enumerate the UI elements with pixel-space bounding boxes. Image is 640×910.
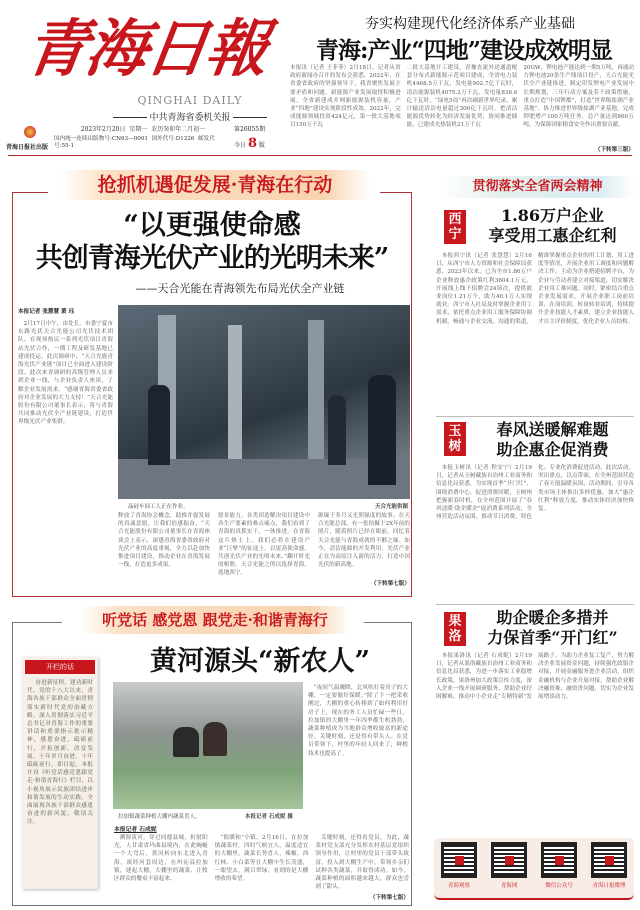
masthead-rule (8, 155, 632, 156)
top-story-col: 本报讯（记者 王菲菲）2月18日，记者从省政府新闻办召开的发布会获悉，2022年，在省委省政府的坚强领导下，我省聚焦发展主要矛盾和问题，新能源产业发展取得积极进展，全省新建成并网新能源装机容量，产业“四地”建设实现阶段性成效。2022年，完成能源领域投资424亿元，第一批大基地项目150万千瓦 (290, 65, 401, 129)
feature2-top-rule-left (12, 622, 62, 623)
feature1-byline: 本报记者 张慧慧 萧 珏 (18, 309, 75, 315)
top-story-col: 二批大基地开工建设，青豫直流外送通道配套分布式新能源示范项目建成，全省电力装机4468.5万千瓦，发电量902.7亿千瓦时，清洁能源装机4075.2万千瓦，发电量836.6亿千瓦时，“绿电5周”再次刷新世界纪录，累计输送清洁电量超过300亿千瓦时。把清洁能源优势转化为经济发展优势，协同推进储能，已建成光热装机21万千瓦 (406, 65, 518, 129)
feature2-col: 关键时刻，还得看党员。为此，蔬菜村党支部充分发挥农村基层党组织领导作用，让村里的党员干部带头致富，投入到大棚生产中，带领乡亲们试种各类蔬菜，并取得成功。如今，蔬菜种植的面积越来越大，群众也尝到了甜头。 (315, 835, 410, 891)
continued-note[interactable]: （下转第三版） (594, 147, 635, 153)
feature2-top-rule-right (364, 622, 412, 623)
divider (436, 416, 634, 417)
publisher-logo-icon (24, 126, 36, 138)
story-headline-3b[interactable]: 力保首季“开门红” (487, 628, 618, 647)
top-story-body (290, 64, 634, 154)
masthead-logo: 青海日報 (20, 12, 272, 85)
intro-sidebar (22, 657, 98, 889)
feature2-photo (113, 682, 303, 809)
qr-item[interactable] (591, 842, 627, 898)
feature2-side-text: “夜间气温骤降，北风吹打着房子的大棚，一定要做好保暖。”除了下一把采收刚过，大棚的重心转移到了如何利用好房子上，现在的务工人员忙碌一些日。拉加镇的大棚里一年四季都生机勃勃，蔬菜种植成为当地群众增收致富的新途径。关键时刻，还是得有带头人。在党员带领下，村里的年轻人回来了，种植技术也提高了。 (308, 685, 408, 757)
feature2-col: “很暖和”小镇。2月16日，在拉加镇蔬菜村，四时气候宜人，温度适宜的大棚里，蔬菜长势喜人，辣椒、西红柿、小白菜等在大棚中生长茂盛，一眼望去，满目翠绿，看到的是大棚增收的希望。 (214, 835, 309, 883)
right-banner: 贯彻落实全省两会精神 (440, 176, 635, 198)
story-body-xining: 本报西宁讯（记者 张慧慧）2月16日，从西宁市人力资源和社会保障局获悉，2023年以来，已为全市1.86万户企业释放惠企政策红利3604.1万元，开展线上线下招聘会24场次，提供就业岗位1.21万个，助力40.1万人实现就业。西宁市人社局及时掌握企业用工需求，依托重点企业用工服务保障协调机制，畅通与企业交流、沟通的渠道，精准掌握重点企业的用工计划、用工进度等情况，开展企业用工调度和问题解决工作，主动为企业搭建招聘平台，为企业与劳动者建立对接渠道，切实解决企业用工难问题。同时，紧密结合重点企业发展需求，开展企业职工岗前培训、在岗培训、转岗转业培训，持续提升企业技能人才素质，建立企业技能人才自主评价制度，优化企业人员结构。 (436, 253, 634, 325)
qr-code-icon (591, 842, 627, 878)
qr-panel (434, 838, 634, 900)
story-tag-guoluo: 果洛 (444, 612, 466, 646)
feature2-byline: 本报记者 石成妮 (114, 827, 157, 833)
qr-item[interactable] (441, 842, 477, 898)
feature1-photo (118, 305, 410, 499)
feature1-headline-1[interactable]: “以更强使命感 (123, 210, 301, 241)
feature1-body (118, 512, 410, 588)
qr-label: 微信公众号 (545, 883, 573, 889)
story-headline-2b[interactable]: 助企惠企促消费 (496, 440, 609, 459)
masthead-org: 中共青海省委机关报 (90, 110, 290, 123)
feature1-photo-credit: 天合光能供图 (374, 504, 408, 510)
feature2-headline[interactable]: 黄河源头“新农人” (149, 646, 371, 677)
divider (436, 604, 634, 605)
qr-label: 青海日报微博 (592, 883, 626, 889)
feature1-col: 愿景能力，各类团造解决项目建设中各生产要素的难点痛点，我们看到了青海的真抓实干，一体推进。在青海这片热土上，我们必将在建设产业“巨擘”的征途上，以更高使命感，共创光伏产业的光明未来。”翻开时光的相册，天合光能之所以选择青海，选地西宁。 (218, 513, 310, 577)
feature2-photo-caption: 拉加镇蔬菜种植大棚内蔬菜喜人。 (118, 814, 201, 820)
page-count: 今日 8 版 (234, 136, 265, 151)
feature1-top-rule-left (12, 192, 48, 193)
story-tag-yushu: 玉树 (444, 422, 466, 456)
intro-body: 奋进新征程，建功新时代。党的十八大以来，青海各族干部群众全面贯彻落实新时代党的治藏方略，深入贯彻落实习近平总书记对青海工作的重要讲话和重要指示批示精神，感恩奋进，砥砺前行，开拓创新，改变发展。十年岁月奋进，十年砥砺前行，即日起，本报开设《听党话感党恩跟党走·和谐青海行》栏目，以小视角展示民族团结进步和谐发展的生动实践，全面展现各族干部群众感恩奋进的新风貌。敬请关注。 (27, 680, 93, 826)
feature2-photo-credit: 本报记者 石成妮 摄 (245, 814, 293, 820)
feature1-subhead: ——天合光能在青海领先布局光伏全产业链 (135, 282, 345, 295)
story-headline-2a[interactable]: 春风送暖解难题 (496, 420, 609, 439)
qr-code-icon (541, 842, 577, 878)
qr-label: 青海观察 (447, 883, 470, 889)
top-story-col-wrap (523, 64, 634, 154)
qr-code-icon (491, 842, 527, 878)
feature1-headline-2[interactable]: 共创青海光伏产业的光明未来” (35, 243, 389, 274)
feature1-col-wrap (318, 512, 410, 588)
story-headline-1b[interactable]: 享受用工惠企红利 (488, 226, 617, 245)
feature2-col-wrap (315, 834, 409, 902)
story-body-yushu: 本报玉树讯（记者 程安宁）2月19日，记者从玉树藏族自治州工业商务和信息化局获悉，为实现首季“开门红”，围绕消费中心，促进消费回暖，玉树州把握新春时机，在全州范围开展了“春风送暖·助企暖企”促消费系列活动，全州营造活动氛围，推动节日消费、特色化、专业化消费促进活动。此次活动，突出重点，以点带面，在全州范围营造了春天般温暖氛围，活动期间，引导各类市场主体推出多样优惠，加大“惠企红利”释放力度，推动实体经济加快恢复。 (436, 465, 634, 521)
feature2-body (114, 834, 409, 902)
date-line: 2023年2月20日 星期一 农历癸卯年二月初一 (80, 126, 206, 133)
top-story-col: 20GW，锂电池产能达到一期5万吨，再通动力锂电池20条生产线项目投产，天合光能光伏全产业链推进，制定印发锂电产业发展中长期规划，三年行动方案及若干政策措施，重点打造“中国锂都”，打造“世界级盐湖产业基地”。协力推进世界级盐湖产业基地，完成钾肥增产100万吨任务，总产量达到860万吨，为保障国家粮食安全作出重要贡献。 (523, 65, 635, 129)
feature1-col: 释放了青海协会概念，助推并促发展的真诚意愿，让我们倍感振奋，“天合光能股份有限公司董事长在青海座谈会上表示，深感青海省委省政府对光伏产业的高度重视，全力以赴加快推进项目建设，推动企业在青海发展一线，打造更多成果。 (118, 513, 210, 569)
continued-note[interactable]: （下转第七版） (369, 895, 410, 901)
publisher: 青海日报社出版 (6, 144, 49, 151)
feature1-top-rule-right (380, 192, 412, 193)
pub-codes: 国内统一连续出版物号:CN63—0001 国外代号:D1226 邮发代号:55-1 (54, 136, 215, 149)
story-body-guoluo: 本报果洛讯（记者 石成妮）2月19日，记者从果洛藏族自治州工业商务和信息化局获悉，为进一步落实工业稳增长政策，果洛州加大政策宣传力度，深入企业一线开展调研服务，帮助企业纾困解难，推动中小企业走“专精特新”发展路子。为助力企业复工复产，努力解决企业发展资金问题，持续强化政银企对接，开展金融服务进企业活动，组织金融机构与企业开展对接，帮助企业解决融资难、融资贵问题，切实为企业发展增添动力。 (436, 653, 634, 701)
qr-item[interactable] (541, 842, 577, 898)
feature1-lead: 2月17日中午，由处长、市委宁夏市东路光伏天合光能公司光伏技术团队，在现场热议一系列光伏项目青海站光伏合作，一期工程及研发基地已建成投运。此次调研中，“天合光能青海光伏产业链”项目已全面进入建设阶段。此次来青调研的高级管理人员来到企业一线，与企业负责人座谈，了解企业发展需求。“感谢青海省委省政府对企业发展的大力支持！”天合光能股份有限公司董事长表示，将与青海共同推动光伏全产业链建设，打造世界级光伏产业集群。 (18, 321, 113, 426)
issue-number: 第26055期 (234, 126, 266, 133)
top-story-headline[interactable]: 青海:产业“四地”建设成效明显 (316, 37, 612, 64)
feature1-photo-caption: 晶硅车间工人正在作业。 (128, 504, 189, 510)
qr-item[interactable] (491, 842, 527, 898)
masthead-english: QINGHAI DAILY (137, 94, 243, 107)
feature2-col: 溯源黄河，穿过同德县城，折射阳光，人甘肃省玛曲县境内，在此蜿蜒一个大弯后，黄河转向东北进入青海，流经河套周边，在玛沁县拉加镇，建起大棚，大棚里的蔬菜，让牧区群众的餐桌丰富起来。 (114, 835, 208, 883)
qr-code-icon (441, 842, 477, 878)
intro-title: 开栏的话 (25, 660, 95, 674)
qr-label: 青海网 (500, 883, 518, 889)
story-headline-1a[interactable]: 1.86万户企业 (501, 206, 604, 225)
feature1-banner: 抢抓机遇促发展·青海在行动 (60, 170, 370, 200)
story-tag-xining: 西宁 (444, 210, 466, 244)
feature2-banner: 听党话 感党恩 跟党走·和谐青海行 (80, 606, 350, 634)
story-headline-3a[interactable]: 助企暖企多措并 (496, 608, 609, 627)
top-story-kicker: 夯实构建现代化经济体系产业基础 (365, 16, 575, 32)
continued-note[interactable]: （下转第七版） (370, 581, 410, 587)
feature1-col: 源缘于多月又光照强度的故事。在天合光能总部，有一张拍摄于2X年前的照片，随着照片已经在眼前，回忆着天合光能与青海成就的不解之缘。如今，清洁能源的开发利用，光伏产业正在为高原注入新的活力，打造中国光伏的新高地。 (318, 513, 410, 569)
